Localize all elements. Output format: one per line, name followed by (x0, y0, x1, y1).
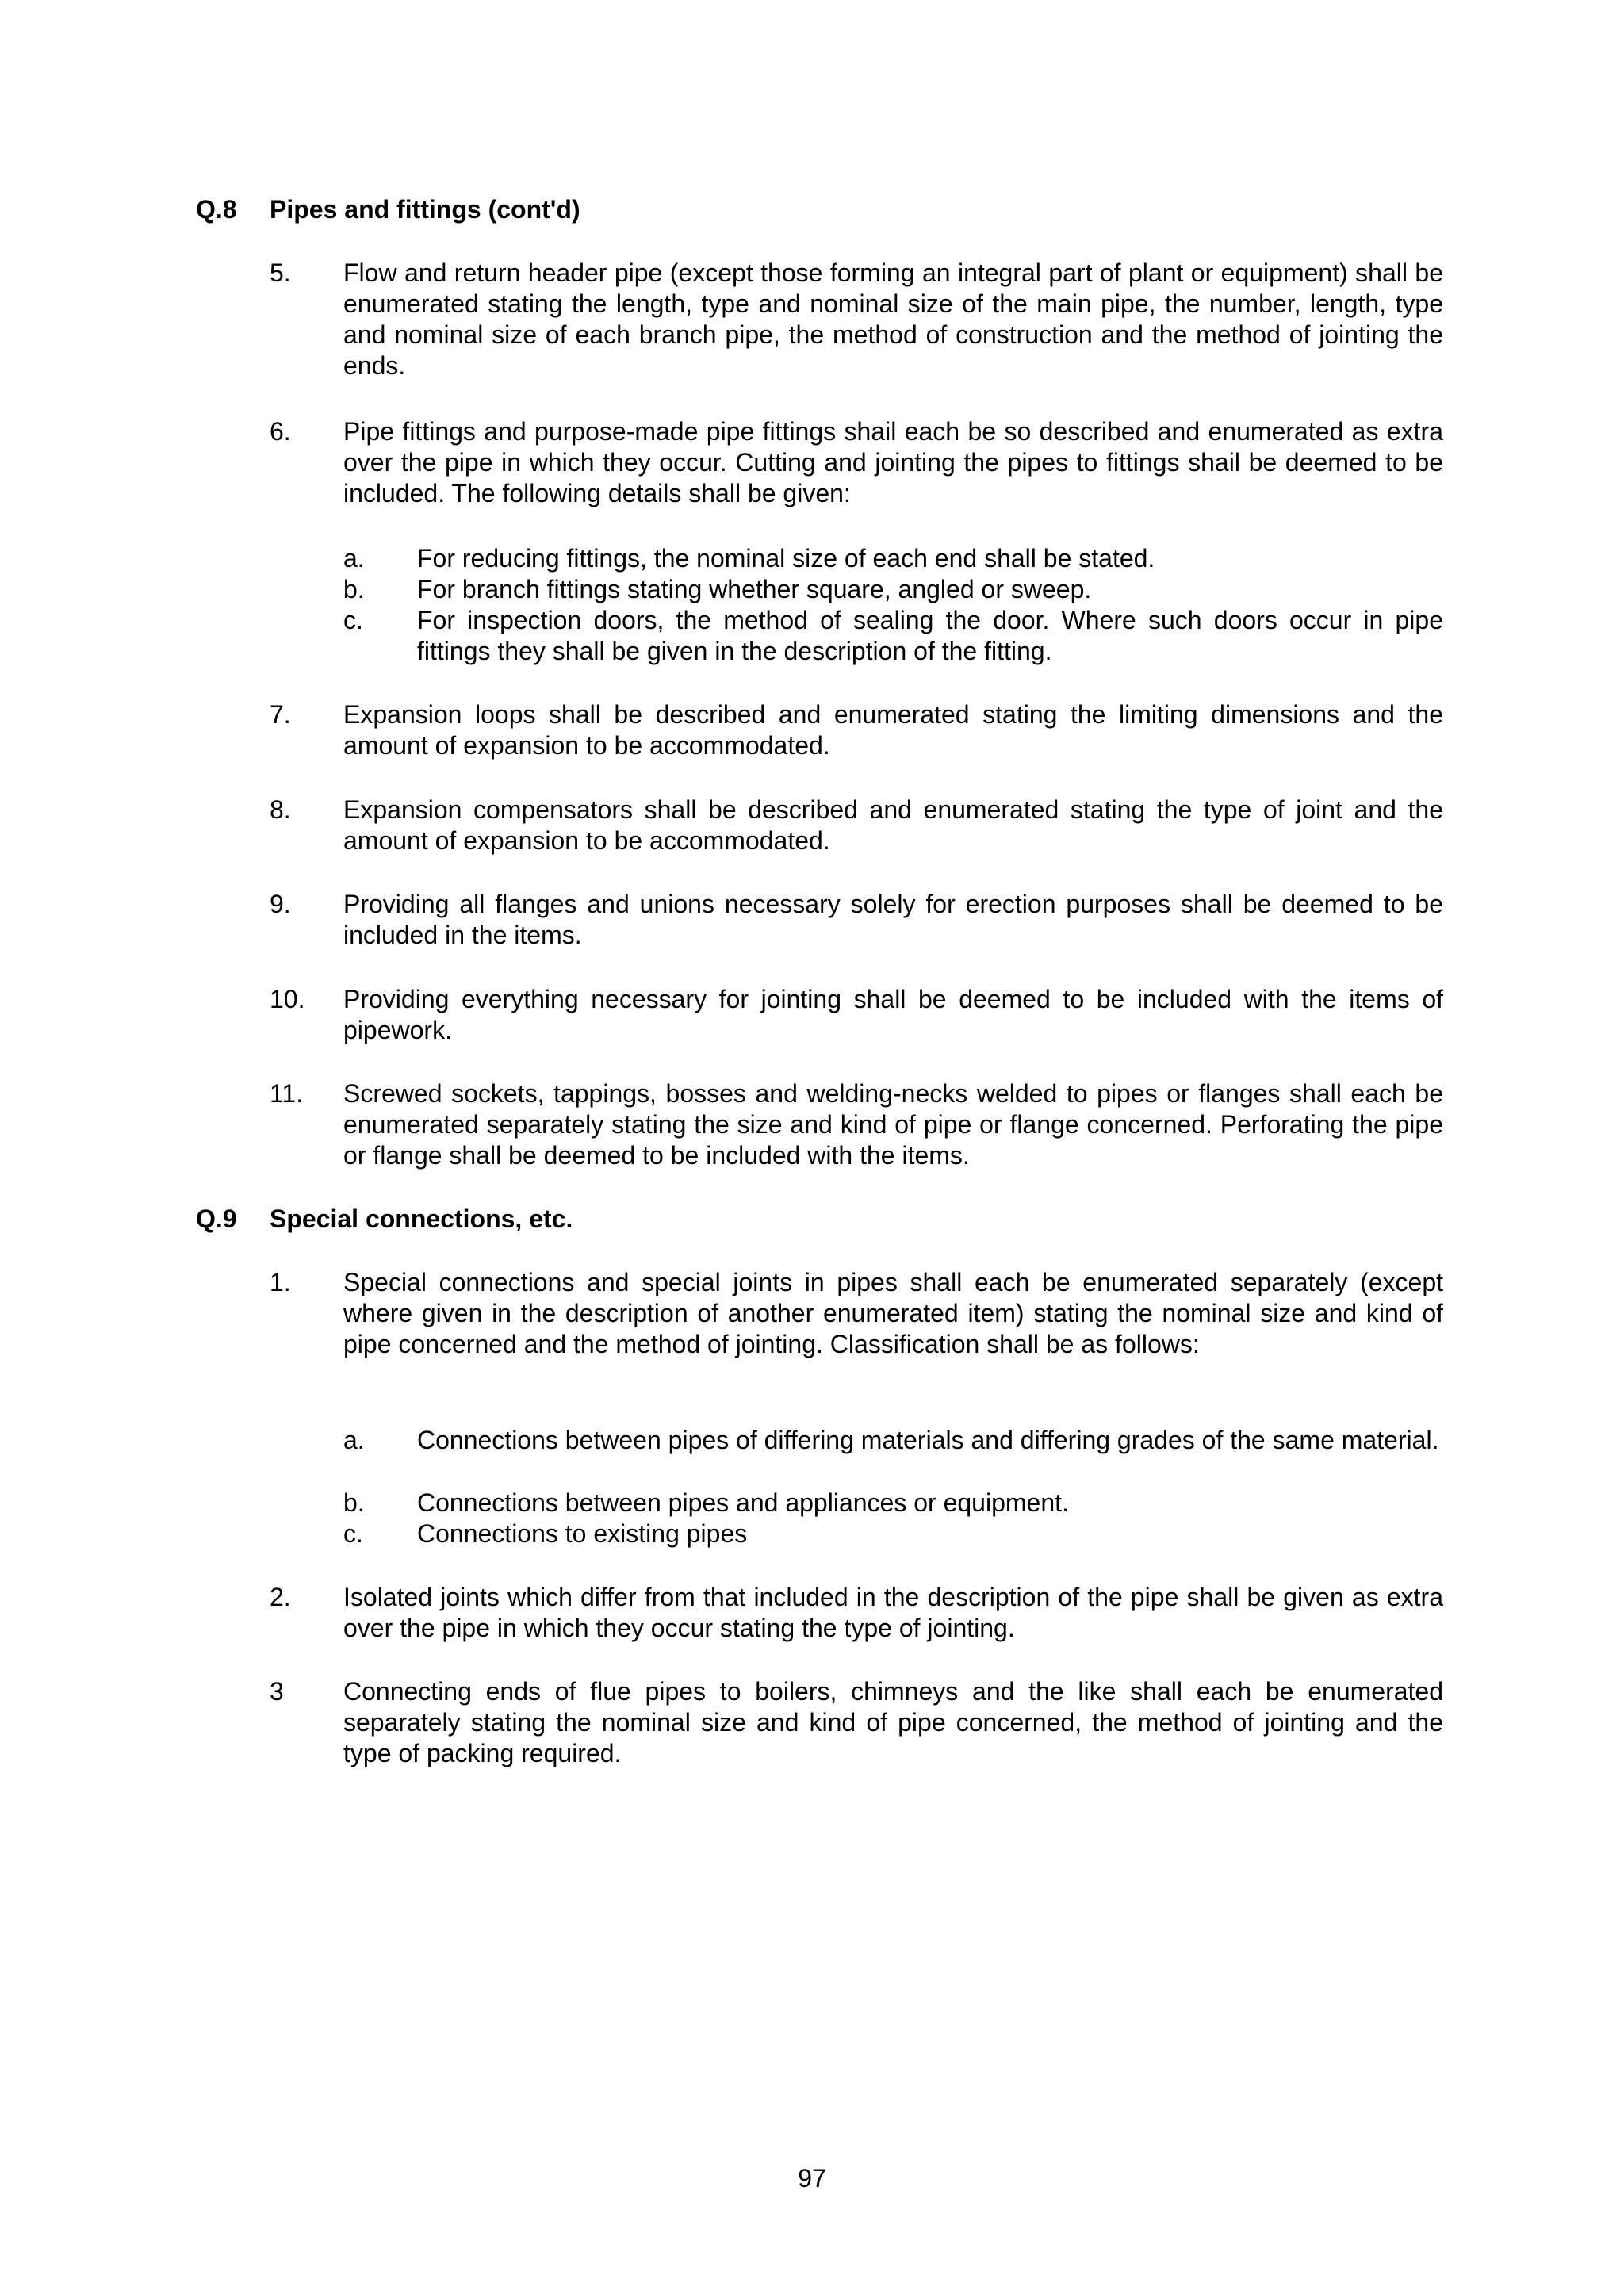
clause-number: 5. (270, 259, 291, 287)
clause-number: 9. (270, 890, 291, 918)
sub-clause-letter: a. (343, 1426, 365, 1454)
section-title: Pipes and fittings (cont'd) (270, 195, 580, 224)
clause-number: 3 (270, 1677, 284, 1706)
clause-text: Special connections and special joints in pipes shall each be enumerated separately (except where given in the description of another enumerated item) stating the nominal size and kind of pipe concerned and the method of jointing. Classification shall be as follows: (343, 1268, 1443, 1358)
section-number: Q.8 (196, 195, 237, 224)
clause-text: Connecting ends of flue pipes to boilers, chimneys and the like shall each be enumerated separately stating the nominal size and kind of pipe concerned, the method of jointing and the type of packing required. (343, 1677, 1443, 1767)
clause-number: 7. (270, 700, 291, 729)
clause-text: Flow and return header pipe (except those forming an integral part of plant or equipment) shall be enumerated stating the length, type and nominal size of the main pipe, the number, length, type and nominal size of each branch pipe, the method of construction and the method of jointing the ends. (343, 259, 1443, 380)
sub-clause-letter: b. (343, 575, 365, 603)
section-title: Special connections, etc. (270, 1204, 573, 1233)
sub-clause-text: For reducing fittings, the nominal size of each end shall be stated. (417, 544, 1155, 573)
sub-clause-text: Connections to existing pipes (417, 1519, 748, 1548)
clause-text: Expansion compensators shall be described and enumerated stating the type of joint and the amount of expansion to be accommodated. (343, 795, 1443, 855)
clause-number: 8. (270, 795, 291, 824)
sub-clause-letter: b. (343, 1488, 365, 1517)
sub-clause-text: For branch fittings stating whether square, angled or sweep. (417, 575, 1092, 603)
clause-text: Screwed sockets, tappings, bosses and welding-necks welded to pipes or flanges shall each be enumerated separately stating the size and kind of pipe or flange concerned. Perforating the pipe or flange shall be deemed to be included with the items. (343, 1079, 1443, 1170)
sub-clause-letter: a. (343, 544, 365, 573)
sub-clause-letter: c. (343, 606, 363, 634)
sub-clause-text: For inspection doors, the method of sealing the door. Where such doors occur in pipe fittings they shall be given in the description of the fitting. (417, 606, 1443, 665)
clause-text: Providing everything necessary for jointing shall be deemed to be included with the items of pipework. (343, 985, 1443, 1044)
clause-text: Pipe fittings and purpose-made pipe fittings shail each be so described and enumerated as extra over the pipe in which they occur. Cutting and jointing the pipes to fittings shail be deemed to be included. The following details shall be given: (343, 417, 1443, 507)
page-number: 97 (798, 2164, 826, 2193)
clause-text: Isolated joints which differ from that included in the description of the pipe shall be given as extra over the pipe in which they occur stating the type of jointing. (343, 1583, 1443, 1642)
sub-clause-text: Connections between pipes of differing materials and differing grades of the same material. (417, 1426, 1439, 1454)
clause-text: Expansion loops shall be described and enumerated stating the limiting dimensions and the amount of expansion to be accommodated. (343, 700, 1443, 760)
sub-clause-text: Connections between pipes and appliances or equipment. (417, 1488, 1069, 1517)
clause-number: 2. (270, 1583, 291, 1611)
sub-clause-letter: c. (343, 1519, 363, 1548)
clause-number: 11. (270, 1079, 304, 1108)
clause-number: 6. (270, 417, 291, 446)
clause-number: 10. (270, 985, 305, 1013)
section-number: Q.9 (196, 1204, 237, 1233)
clause-number: 1. (270, 1268, 291, 1296)
clause-text: Providing all flanges and unions necessary solely for erection purposes shall be deemed to be included in the items. (343, 890, 1443, 949)
